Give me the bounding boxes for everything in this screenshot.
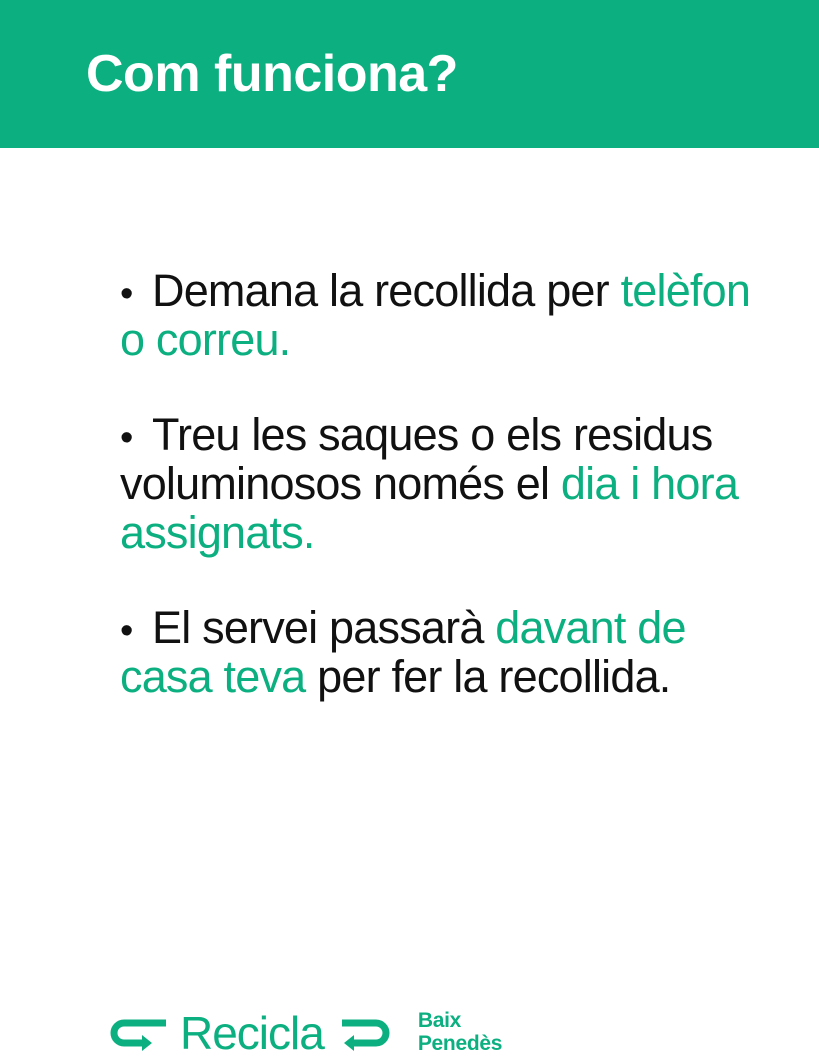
list-item	[120, 266, 779, 364]
list-item	[120, 603, 779, 701]
header-band	[0, 0, 819, 148]
list-item-text-plain-2: per fer la recollida.	[305, 651, 671, 703]
page-title: Com funciona?	[86, 44, 458, 103]
list-item-text-plain: El servei passarà	[152, 602, 496, 654]
list-item-text-highlight: davant de casa teva	[120, 602, 686, 703]
list-item-text-plain: Treu les saques o els residus voluminosos només el	[120, 409, 713, 510]
brand-logo	[104, 1007, 503, 1059]
instruction-list	[120, 266, 779, 701]
logo-subtitle-line1: Baix	[417, 1009, 461, 1033]
list-item	[120, 410, 779, 557]
list-item-text-highlight: telèfon o correu.	[120, 265, 751, 366]
recycle-arrow-left-icon	[104, 1011, 172, 1055]
main-content	[0, 148, 819, 1059]
logo-subtitle	[418, 1010, 502, 1055]
recycle-arrow-right-icon	[332, 1011, 394, 1055]
bullet-icon: •	[120, 273, 133, 315]
list-item-text-highlight: dia i hora assignats.	[120, 458, 739, 559]
list-item-text-plain: Demana la recollida per	[152, 265, 621, 316]
bullet-icon: •	[120, 417, 133, 460]
bullet-icon: •	[120, 610, 133, 653]
logo-subtitle-line2: Penedès	[417, 1032, 503, 1055]
logo-wordmark: Recicla	[180, 1007, 324, 1059]
logo-mark	[104, 1007, 394, 1059]
